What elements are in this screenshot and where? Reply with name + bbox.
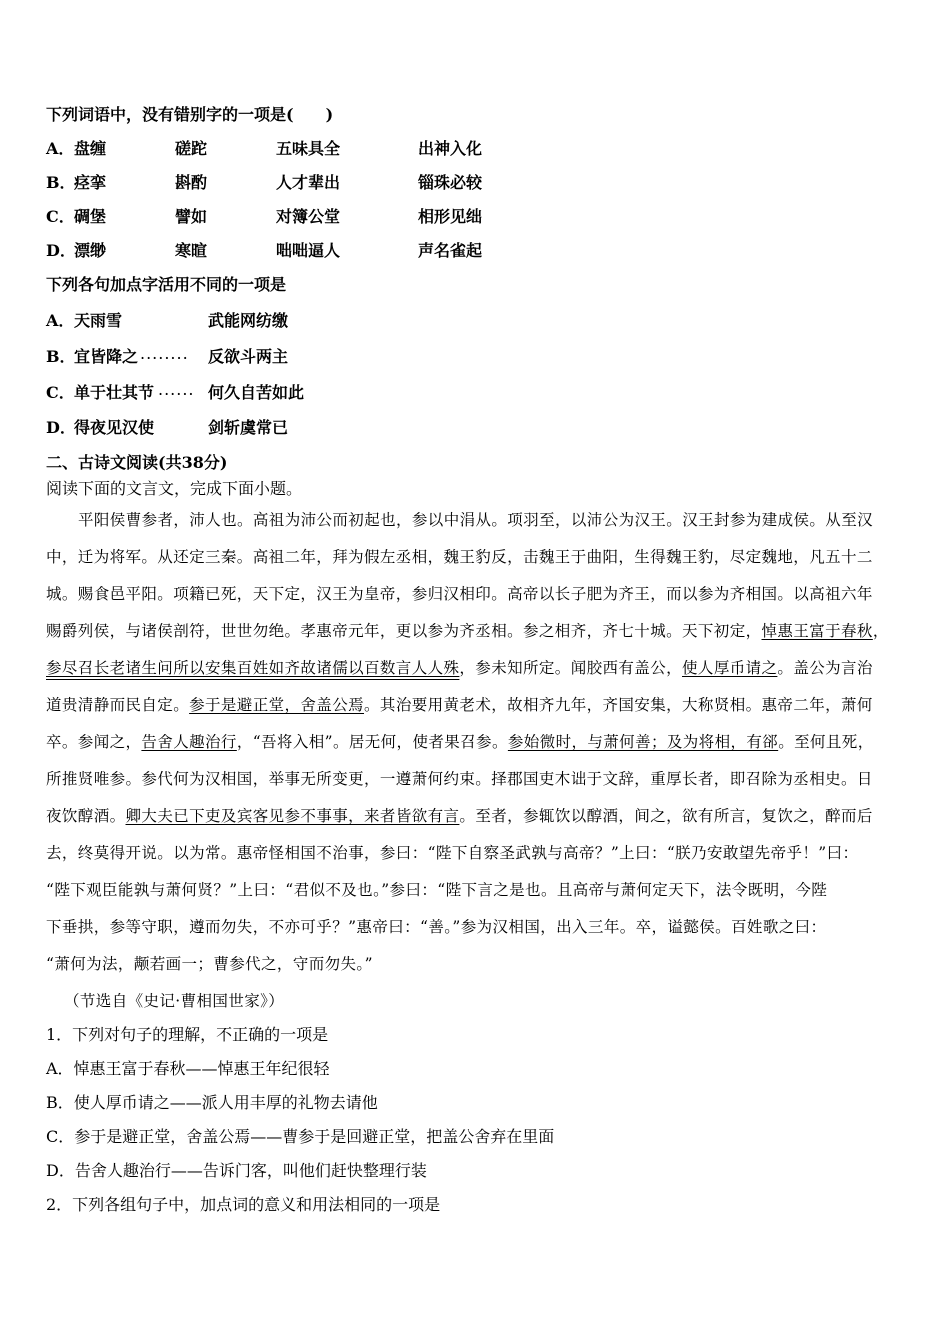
option-word: 盘缠 [74, 139, 107, 158]
passage-text: ，“吾将入相”。居无何，使者果召参。 [236, 733, 508, 751]
question-1-option-c: C．参于是避正堂，舍盖公焉——曹参于是回避正堂，把盖公舍弃在里面 [46, 1127, 555, 1146]
question-1-option-d: D．告舍人趣治行——告诉门客，叫他们赶快整理行装 [46, 1161, 427, 1180]
passage-text: ，参未知所定。闻胶西有盖公， [459, 659, 683, 677]
passage-line: 所推贤唯参。参代何为汉相国，举事无所变更，一遵萧何约束。择郡国吏木诎于文辞，重厚长者，即召除为丞相史。日 [46, 770, 873, 788]
passage-source: （节选自《史记·曹相国世家》） [64, 992, 285, 1010]
option-sentence: 宜皆降之 [74, 347, 139, 366]
option-label: B． [46, 347, 76, 366]
question-word-stem: 下列词语中，没有错别字的一项是( ) [46, 105, 334, 124]
option-word: 漂缈 [74, 241, 107, 260]
option-word: 寒暄 [175, 241, 208, 260]
passage-text: 道贵清静而民自定。 [46, 696, 190, 714]
option-word: 痉挛 [74, 173, 107, 192]
section-instruction: 阅读下面的文言文，完成下面小题。 [46, 479, 303, 498]
question-2-stem: 2．下列各组句子中，加点词的意义和用法相同的一项是 [46, 1195, 441, 1214]
option-label: C． [46, 207, 75, 226]
option-label: C． [46, 383, 75, 402]
option-word: 对簿公堂 [276, 207, 341, 226]
passage-text: 。至何且死， [778, 733, 874, 751]
passage-text: 。至者，参辄饮以醇酒，间之，欲有所言，复饮之，醉而后 [459, 807, 873, 825]
option-label: D． [46, 418, 76, 437]
option-word: 斟酌 [175, 173, 208, 192]
underlined-sentence: 参始微时，与萧何善；及为将相，有郤 [507, 733, 779, 751]
underlined-sentence: 使人厚币请之 [682, 659, 778, 677]
option-word: 人才辈出 [276, 173, 341, 192]
option-sentence: 单于壮其节 [74, 383, 155, 402]
option-word: 锱珠必较 [418, 173, 483, 192]
passage-line: 去，终莫得开说。以为常。惠帝怪相国不治事，参曰：“陛下自察圣武孰与高帝？”上曰：“朕乃安敢望先帝乎！”曰： [46, 844, 859, 862]
option-sentence: 剑斩虞常已 [208, 418, 289, 437]
underlined-sentence: 悼惠王富于春秋 [761, 622, 873, 640]
question-1-option-b: B．使人厚币请之——派人用丰厚的礼物去请他 [46, 1093, 378, 1112]
passage-line [46, 693, 873, 715]
passage-line [46, 656, 873, 678]
emphasis-dots: ........ [140, 344, 189, 363]
passage-text: 卒。参闻之， [46, 733, 142, 751]
underlined-sentence: 告舍人趣治行 [141, 733, 237, 751]
passage-text: 。其治要用黄老术，故相齐九年，齐国安集，大称贤相。惠帝二年，萧何 [364, 696, 873, 714]
passage-text: ， [872, 622, 889, 640]
passage-line: 中，迁为将军。从还定三秦。高祖二年，拜为假左丞相，魏王豹反，击魏王于曲阳，生得魏王豹，尽定魏地，凡五十二 [46, 548, 873, 566]
passage-line [46, 619, 889, 641]
passage-line: 平阳侯曹参者，沛人也。高祖为沛公而初起也，参以中涓从。项羽至，以沛公为汉王。汉王封参为建成侯。从至汉 [78, 511, 874, 529]
underlined-sentence: 参尽召长老诸生问所以安集百姓如齐故诸儒以百数言人人殊 [46, 659, 460, 677]
option-label: D． [46, 241, 76, 260]
option-word: 声名雀起 [418, 241, 483, 260]
passage-text: 夜饮醇酒。 [46, 807, 126, 825]
option-sentence: 得夜见汉使 [74, 418, 155, 437]
underlined-sentence: 卿大夫已下吏及宾客见参不事事，来者皆欲有言 [125, 807, 460, 825]
passage-line: “萧何为法，颟若画一；曹参代之，守而勿失。” [46, 955, 373, 973]
option-word: 譬如 [175, 207, 208, 226]
option-word: 磋跎 [175, 139, 208, 158]
question-1-stem: 1．下列对句子的理解，不正确的一项是 [46, 1025, 329, 1044]
underlined-sentence: 参于是避正堂，舍盖公焉 [189, 696, 365, 714]
option-word: 咄咄逼人 [276, 241, 341, 260]
option-word: 相形见绌 [418, 207, 483, 226]
option-sentence: 武能网纺缴 [208, 311, 289, 330]
option-label: A． [46, 311, 75, 330]
option-label: A． [46, 139, 75, 158]
option-sentence: 反欲斗两主 [208, 347, 289, 366]
section-title: 二、古诗文阅读(共38分) [46, 453, 228, 472]
question-dot-stem: 下列各句加点字活用不同的一项是 [46, 275, 287, 294]
option-word: 五味具全 [276, 139, 341, 158]
passage-line: 下垂拱，参等守职，遵而勿失，不亦可乎？”惠帝曰：“善。”参为汉相国，出入三年。卒，谥懿侯。百姓歌之曰： [46, 918, 827, 936]
passage-line: 城。赐食邑平阳。项籍已死，天下定，汉王为皇帝，参归汉相印。高帝以长子肥为齐王，而以参为齐相国。以高祖六年 [46, 585, 873, 603]
passage-line [46, 730, 874, 752]
option-word: 碉堡 [74, 207, 107, 226]
option-sentence: 天雨雪 [74, 311, 123, 330]
option-label: B． [46, 173, 76, 192]
passage-line [46, 804, 873, 826]
option-sentence: 何久自苦如此 [208, 383, 305, 402]
passage-text: 赐爵列侯，与诸侯剖符，世世勿绝。孝惠帝元年，更以参为齐丞相。参之相齐，齐七十城。天下初定， [46, 622, 762, 640]
question-1-option-a: A．悼惠王富于春秋——悼惠王年纪很轻 [46, 1059, 330, 1078]
emphasis-dots: ...... [158, 380, 195, 399]
option-word: 出神入化 [418, 139, 483, 158]
passage-text: 。盖公为言治 [777, 659, 873, 677]
passage-line: “陛下观臣能孰与萧何贤？”上曰：“君似不及也。”参曰：“陛下言之是也。且高帝与萧何定天下，法令既明，今陛 [46, 881, 828, 899]
